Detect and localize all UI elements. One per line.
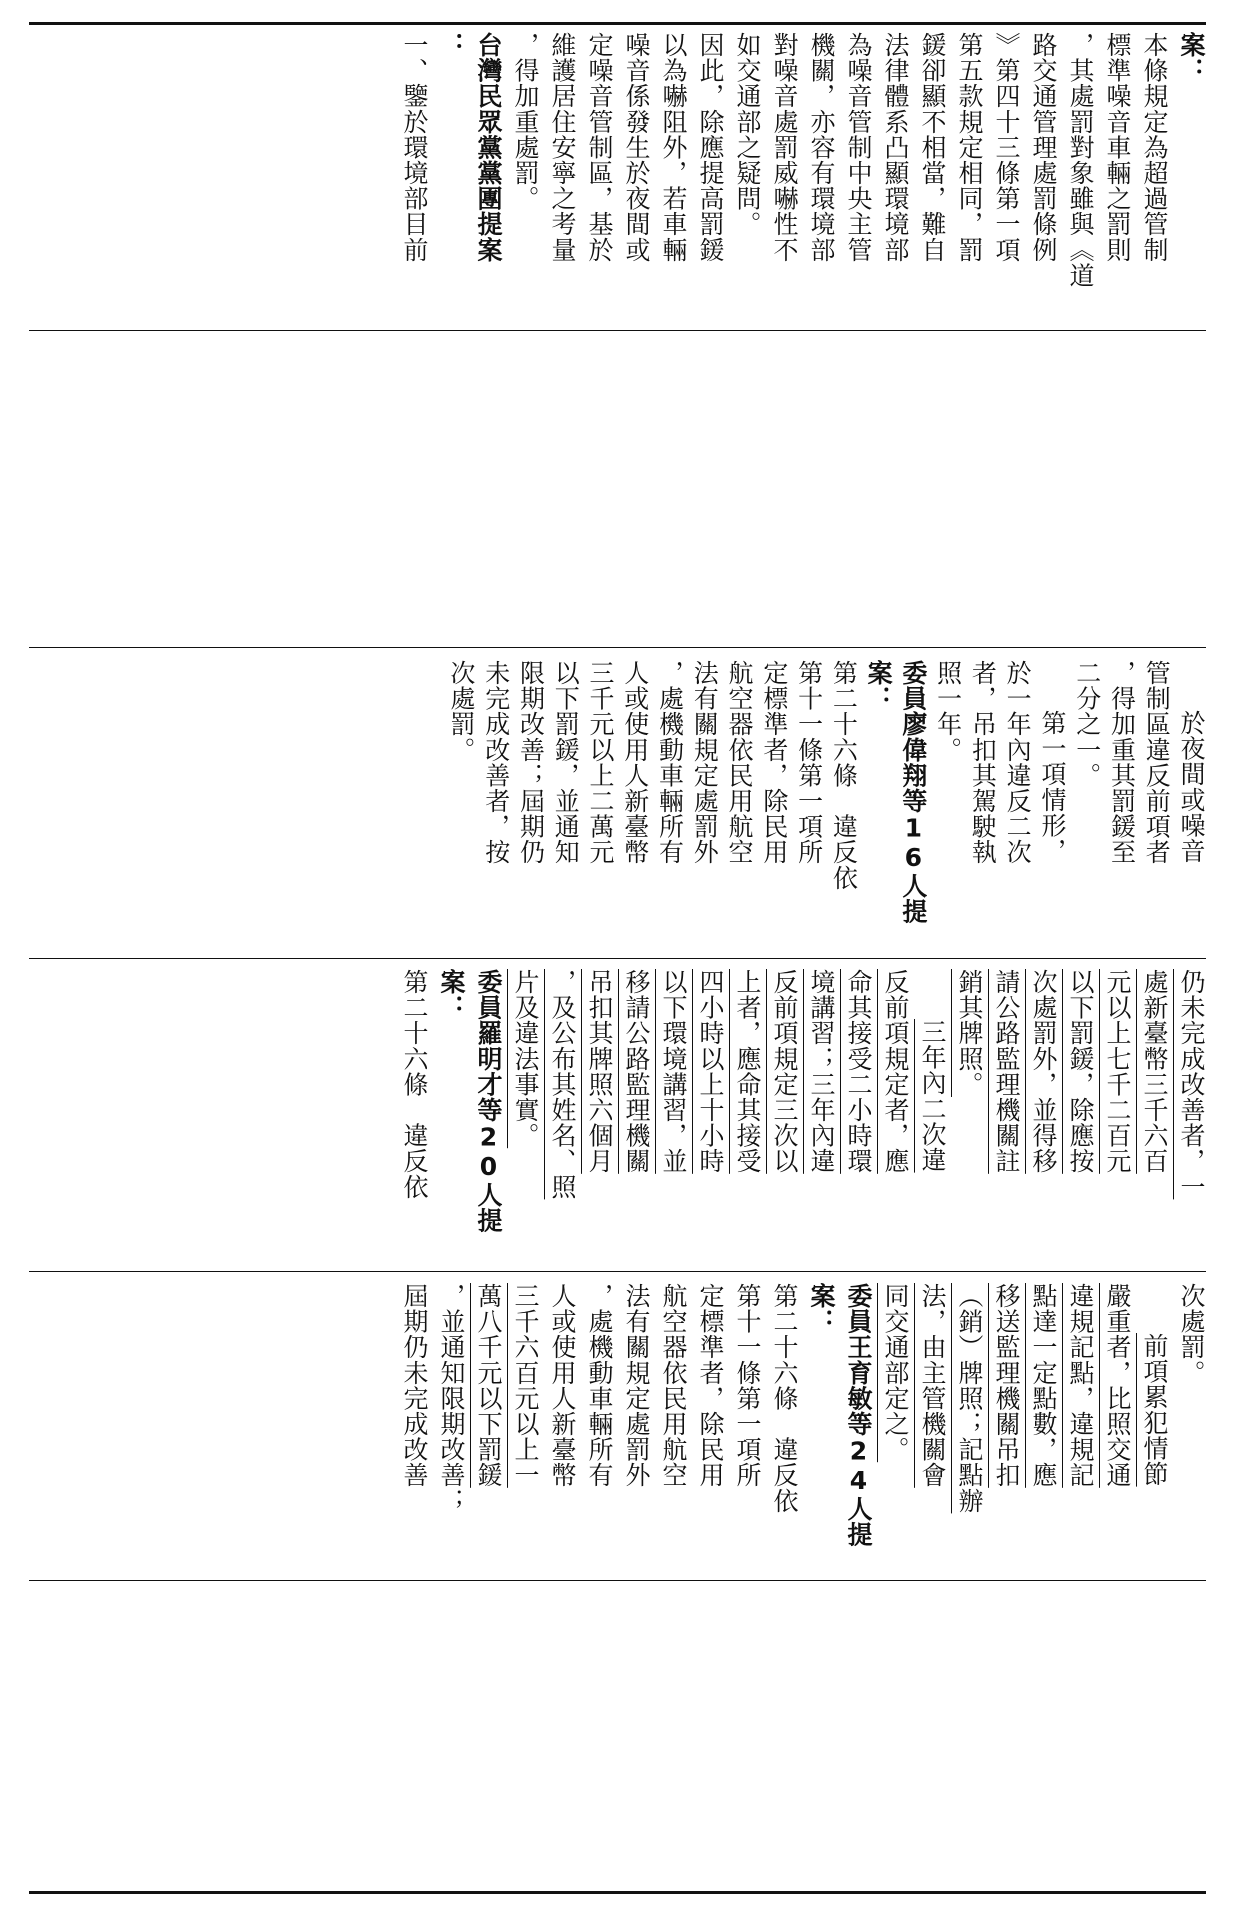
text-column: 維護居住安寧之考量	[548, 32, 577, 263]
text-column: 定標準者，除民用	[759, 660, 789, 865]
text-column: 限期改善；屆期仍	[516, 660, 546, 865]
text-column: 第二十六條 違反依	[829, 660, 859, 891]
text-column: 案：	[864, 660, 894, 712]
text-column: 上者，應命其接受	[733, 969, 762, 1174]
text-column: 噪音係發生於夜間或	[622, 32, 651, 263]
text-column: 同交通部定之。	[881, 1283, 910, 1463]
text-column: 第一項情形，	[1037, 710, 1067, 864]
text-column: 以下環境講習，並	[659, 969, 688, 1174]
text-column: 對噪音處罰威嚇性不	[770, 32, 799, 263]
text-column: ，處機動車輛所有	[655, 660, 685, 865]
text-column: 以下罰鍰，除應按	[1066, 969, 1095, 1174]
text-column: 委員王育敏等24人提	[844, 1283, 873, 1547]
text-column: 機關，亦容有環境部	[807, 32, 836, 263]
text-column: 次處罰。	[1177, 1283, 1206, 1386]
text-column: 法律體系凸顯環境部	[881, 32, 910, 263]
text-column: 照一年。	[933, 660, 963, 763]
text-column: 案：	[807, 1283, 836, 1335]
rule-1	[29, 22, 1206, 25]
text-column: 二分之一。	[1072, 660, 1102, 788]
text-column: 次處罰。	[446, 660, 476, 763]
rule-2	[29, 330, 1206, 331]
text-column: 前項累犯情節	[1140, 1333, 1169, 1487]
rule-7	[29, 1891, 1206, 1894]
text-column: 第十一條第一項所	[733, 1283, 762, 1488]
text-column: 案：	[1177, 32, 1206, 84]
text-column: 以為嚇阻外，若車輛	[659, 32, 688, 263]
text-column: 第二十六條 違反依	[770, 1283, 799, 1514]
panel-d	[40, 32, 1210, 326]
text-column: 以下罰鍰，並通知	[551, 660, 581, 865]
text-column: 定標準者，除民用	[696, 1283, 725, 1488]
text-column: 標準噪音車輛之罰則	[1103, 32, 1132, 263]
rule-4	[29, 958, 1206, 959]
text-column: 命其接受二小時環	[844, 969, 873, 1174]
text-column: （銷）牌照；記點辦	[955, 1283, 984, 1514]
panel-a	[40, 1283, 1210, 1575]
rule-5	[29, 1271, 1206, 1272]
text-column: 第五款規定相同，罰	[955, 32, 984, 263]
text-column: 因此，除應提高罰鍰	[696, 32, 725, 263]
text-column: 如交通部之疑問。	[733, 32, 762, 237]
panel-c	[445, 660, 1210, 952]
text-column: 三千六百元以上一	[511, 1283, 540, 1488]
text-column: ：	[437, 32, 466, 58]
text-column: 第十一條第一項所	[794, 660, 824, 865]
text-column: 案：	[437, 969, 466, 1021]
text-column: 銷其牌照。	[955, 969, 984, 1097]
text-column: 三千元以上二萬元	[585, 660, 615, 865]
text-column: 管制區違反前項者	[1142, 660, 1172, 865]
text-column: ，其處罰對象雖與《道	[1066, 32, 1095, 288]
rule-6	[29, 1580, 1206, 1581]
text-column: 於夜間或噪音	[1177, 710, 1206, 864]
text-column: 本條規定為超過管制	[1140, 32, 1169, 263]
text-column: 人或使用人新臺幣	[548, 1283, 577, 1488]
text-column: 》第四十三條第一項	[992, 32, 1021, 263]
text-column: 航空器依民用航空	[725, 660, 755, 865]
text-column: 航空器依民用航空	[659, 1283, 688, 1488]
text-column: 定噪音管制區，基於	[585, 32, 614, 263]
text-column: 為噪音管制中央主管	[844, 32, 873, 263]
text-column: 未完成改善者，按	[481, 660, 511, 865]
text-column: 台灣民眾黨黨團提案	[474, 32, 503, 263]
text-column: 一、鑒於環境部目前	[400, 32, 429, 263]
text-column: 鍰卻顯不相當，難自	[918, 32, 947, 263]
text-column: 仍未完成改善者，一	[1177, 969, 1206, 1200]
text-column: 違規記點，違規記	[1066, 1283, 1095, 1488]
text-column: ，得加重其罰鍰至	[1107, 660, 1137, 865]
rule-3	[29, 647, 1206, 648]
panel-b	[40, 969, 1210, 1265]
text-column: 次處罰外，並得移	[1029, 969, 1058, 1174]
text-column: 吊扣其牌照六個月	[585, 969, 614, 1174]
text-column: ，及公布其姓名、照	[548, 969, 577, 1200]
text-column: 四小時以上十小時	[696, 969, 725, 1174]
text-column: ，並通知限期改善；	[437, 1283, 466, 1514]
text-column: 委員廖偉翔等16人提	[898, 660, 928, 924]
text-column: 法，由主管機關會	[918, 1283, 947, 1488]
text-column: 屆期仍未完成改善	[400, 1283, 429, 1488]
text-column: 委員羅明才等20人提	[474, 969, 503, 1233]
text-column: 萬八千元以下罰鍰	[474, 1283, 503, 1488]
text-column: 嚴重者，比照交通	[1103, 1283, 1132, 1488]
text-column: 片及違法事實。	[511, 969, 540, 1149]
text-column: 移請公路監理機關	[622, 969, 651, 1174]
text-column: 法有關規定處罰外	[690, 660, 720, 865]
text-column: 人或使用人新臺幣	[620, 660, 650, 865]
text-column: 三年內二次違	[918, 1019, 947, 1173]
text-column: 點達一定點數，應	[1029, 1283, 1058, 1488]
text-column: 路交通管理處罰條例	[1029, 32, 1058, 263]
text-column: 元以上七千二百元	[1103, 969, 1132, 1174]
text-column: 境講習；三年內違	[807, 969, 836, 1174]
text-column: 反前項規定者，應	[881, 969, 910, 1174]
text-column: 於一年內違反二次	[1003, 660, 1033, 865]
text-column: ，處機動車輛所有	[585, 1283, 614, 1488]
text-column: 法有關規定處罰外	[622, 1283, 651, 1488]
text-column: 處新臺幣三千六百	[1140, 969, 1169, 1174]
text-column: ，得加重處罰。	[511, 32, 540, 212]
text-column: 請公路監理機關註	[992, 969, 1021, 1174]
text-column: 反前項規定三次以	[770, 969, 799, 1174]
text-column: 移送監理機關吊扣	[992, 1283, 1021, 1488]
text-column: 者，吊扣其駕駛執	[968, 660, 998, 865]
text-column: 第二十六條 違反依	[400, 969, 429, 1200]
